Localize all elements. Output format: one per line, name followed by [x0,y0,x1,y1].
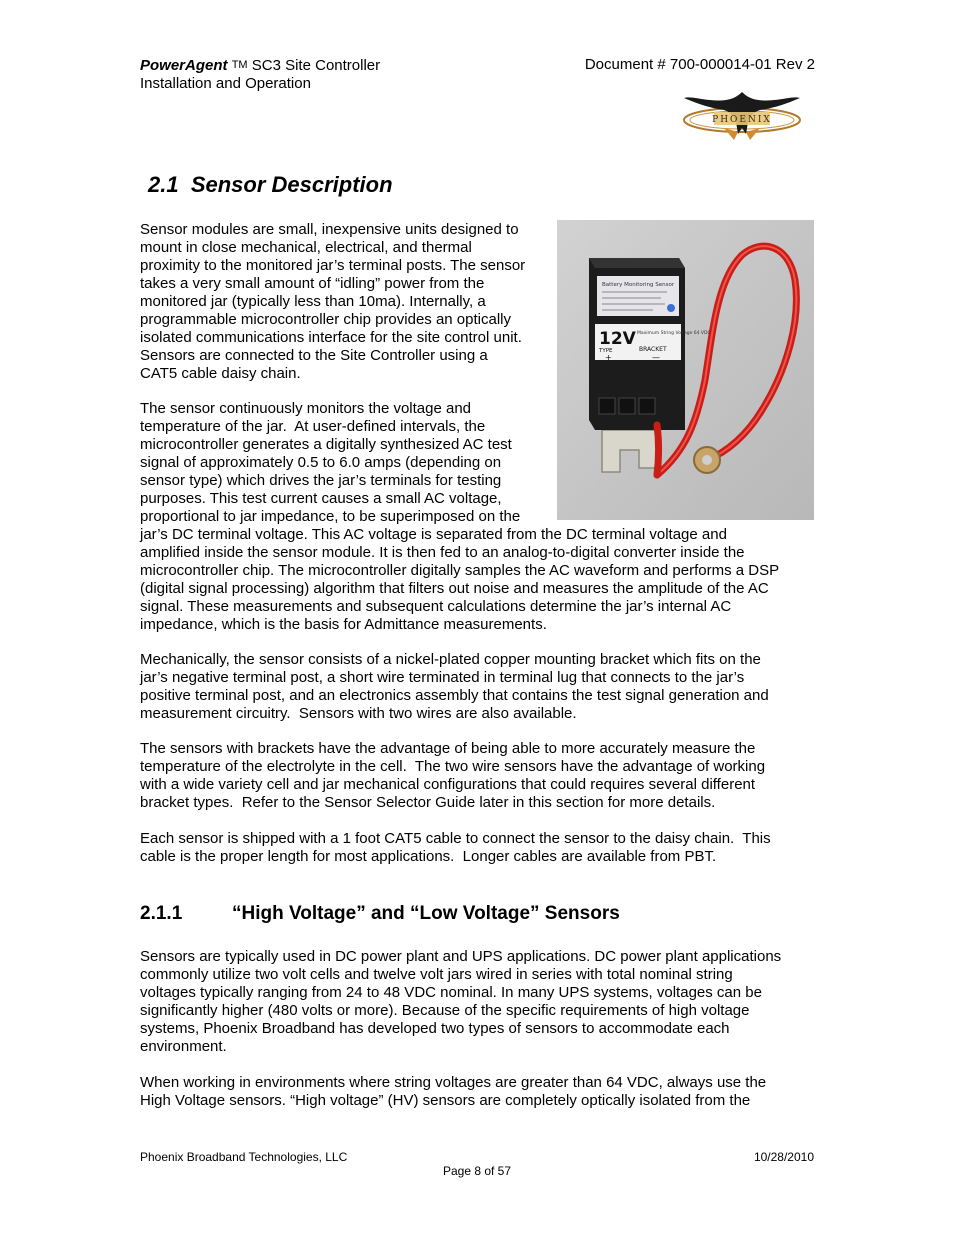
section-heading [148,171,393,199]
subsection-heading [140,902,620,926]
label-module-title: Battery Monitoring Sensor [602,282,675,288]
label-minus: — [652,353,660,362]
footer-company: Phoenix Broadband Technologies, LLC [140,1150,348,1164]
section-title: Sensor Description [190,172,393,197]
footer-date: 10/28/2010 [753,1150,814,1164]
subsection-number: 2.1.1 [140,903,183,924]
paragraph-applications: Sensors are typically used in DC power plant and UPS applications. DC power plant applications commonly utilize two volt cells and twelve volt jars wired in series with total nominal string voltages typically ranging from 24 to 48 VDC nominal. In many UPS systems, voltages can be significantly higher (480 volts or more). Because of the specific requirements of high voltage systems, Phoenix Broadband has developed two types of sensors to accommodate each environment. [140,948,782,1055]
label-bracket: BRACKET [639,346,667,353]
subsection-title: “High Voltage” and “Low Voltage” Sensors [232,903,620,924]
logo-lettering: PHOENIX [712,115,772,125]
paragraph-sensor-monitoring: The sensor continuously monitors the voltage and temperature of the jar. At user-defined intervals, the microcontroller generates a digitally synthesized AC test signal of approximately 0.5 to 6.0 amps (depending on sensor type) which drives the jar’s terminals for testing purposes. This test current causes a small AC voltage, proportional to jar impedance, to be superimposed on the jar’s DC terminal voltage. This AC voltage is separated from the DC terminal voltage and amplified inside the sensor module. It is then fed to an analog-to-digital converter inside the microcontroller chip. The microcontroller digitally samples the AC waveform and performs a DSP (digital signal processing) algorithm that filters out noise and measures the amplitude of the AC signal. These measurements and subsequent calculations determine the jar’s internal AC impedance, which is the basis for Admittance measurements. [140,400,780,633]
footer-page-number: Page 8 of 57 [442,1164,512,1178]
paragraph-cat5-cable: Each sensor is shipped with a 1 foot CAT5 cable to connect the sensor to the daisy chain. This cable is the proper length for most applications. Longer cables are available from PBT. [140,830,771,865]
paragraph-mechanical: Mechanically, the sensor consists of a nickel-plated copper mounting bracket which fits on the jar’s negative terminal post, a short wire terminated in terminal lug that connects to the jar’s positive terminal post, and an electronics assembly that contains the test signal generation and measurement circuitry. Sensors with two wires are also available. [140,651,769,722]
section-number: 2.1 [148,172,179,197]
label-plus: + [605,353,612,362]
document-number: Document # 700-000014-01 Rev 2 [584,56,815,73]
paragraph-brackets: The sensors with brackets have the advantage of being able to more accurately measure the temperature of the electrolyte in the cell. The two wire sensors have the advantage of working with a wide variety cell and jar mechanical configurations that could requires several different bracket types. Refer to the Sensor Selector Guide later in this section for more details. [140,740,766,811]
product-title [140,56,380,75]
paragraph-sensor-modules: Sensor modules are small, inexpensive units designed to mount in close mechanical, electrical, and thermal proximity to the monitored jar’s terminal posts. The sensor takes a very small amount of “idling” power from the monitored jar (typically less than 10ma). Internally, a programmable microcontroller chip provides an optically isolated communications interface for the site control unit. Sensors are connected to the Site Controller using a CAT5 cable daisy chain. [140,221,526,382]
product-title-rest: SC3 Site Controller [247,57,381,74]
label-max-voltage: Maximum String Voltage 64 VDC [637,331,711,336]
document-header-left [140,56,380,93]
product-name: PowerAgent [140,57,228,74]
phoenix-logo [680,88,804,144]
document-subtitle: Installation and Operation [140,75,311,92]
trademark-mark: TM [231,59,248,71]
label-voltage: 12V [599,329,636,349]
paragraph-high-voltage: When working in environments where string voltages are greater than 64 VDC, always use the High Voltage sensors. “High voltage” (HV) sensors are completely optically isolated from the [140,1074,767,1109]
label-type: TYPE [599,348,613,354]
